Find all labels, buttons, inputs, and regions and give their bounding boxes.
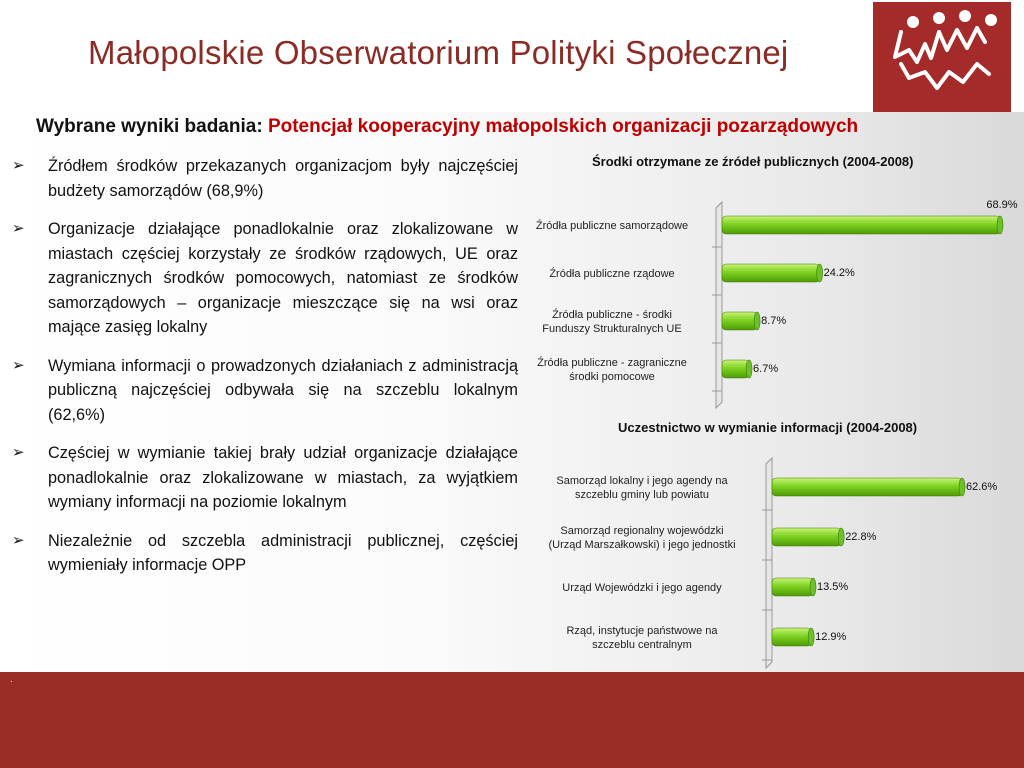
bullet-list [12, 154, 518, 592]
bar-cap [838, 528, 844, 546]
bullet-text: Częściej w wymianie takiej brały udział organizacje działające ponadlokalnie oraz zlokalizowane w miastach, za wyjątkiem wymiany informacji na poziomie lokalnym [48, 444, 518, 511]
category-label: Samorząd lokalny i jego agendy na [556, 475, 728, 487]
value-label: 12.9% [815, 631, 847, 643]
bullet-item [12, 354, 518, 428]
chart-bar [722, 360, 749, 378]
chart-info-exchange [520, 452, 1024, 670]
chart-bar [772, 478, 962, 496]
value-label: 8.7% [761, 315, 787, 327]
category-label: szczeblu gminy lub powiatu [575, 489, 709, 501]
bullet-item [12, 217, 518, 340]
chart-bar [772, 528, 841, 546]
slide-footer [0, 672, 1024, 768]
chart-bar [722, 264, 820, 282]
bar-cap [817, 264, 823, 282]
value-label: 24.2% [823, 267, 855, 279]
chart-bar [772, 578, 813, 596]
bullet-text: Organizacje działające ponadlokalnie oraz zlokalizowane w miastach częściej korzystały ze środków rządowych, UE oraz zagranicznych środków pomocowych, natomiast ze środków samorządowych – organizacje mieszczące się na wsi oraz mające zasięg lokalny [48, 220, 518, 336]
footer-dot: . [10, 674, 13, 685]
value-label: 6.7% [753, 363, 779, 375]
bullet-text: Wymiana informacji o prowadzonych działaniach z administracją publiczną najczęściej odbywała się na szczeblu lokalnym (62,6%) [48, 356, 518, 424]
bullet-text: Źródłem środków przekazanych organizacjom były najczęściej budżety samorządów (68,9%) [48, 157, 518, 200]
arrow-bullet-icon: ➢ [12, 356, 25, 374]
arrow-bullet-icon: ➢ [12, 531, 25, 549]
category-label: Urząd Wojewódzki i jego agendy [562, 582, 722, 594]
chart-bar [722, 312, 757, 330]
chart1-title: Środki otrzymane ze źródeł publicznych (2004-2008) [592, 154, 914, 169]
org-title: Małopolskie Obserwatorium Polityki Społecznej [88, 34, 789, 71]
arrow-bullet-icon: ➢ [12, 157, 25, 174]
category-label: (Urząd Marszałkowski) i jego jednostki [548, 539, 736, 551]
category-label: szczeblu centralnym [592, 639, 692, 651]
mops-logo-icon [873, 2, 1011, 112]
bullet-item [12, 154, 518, 203]
bar-cap [810, 578, 816, 596]
subtitle-prefix: Wybrane wyniki badania: [36, 116, 263, 137]
value-label: 62.6% [966, 481, 998, 493]
subtitle-main: Potencjał kooperacyjny małopolskich organizacji pozarządowych [267, 116, 859, 137]
arrow-bullet-icon: ➢ [12, 444, 25, 461]
category-label: Źródła publiczne - środki [552, 309, 672, 321]
value-label: 68.9% [986, 199, 1018, 211]
bullet-text: Niezależnie od szczebla administracji publicznej, częściej wymieniały informacje OPP [48, 531, 518, 574]
value-label: 13.5% [816, 581, 849, 593]
category-label: Rząd, instytucje państwowe na [566, 625, 718, 637]
bar-cap [746, 360, 752, 378]
value-label: 22.8% [845, 531, 877, 543]
chart-public-funds [520, 196, 1024, 408]
arrow-bullet-icon: ➢ [12, 220, 25, 237]
bar-cap [754, 312, 760, 330]
category-label: Źródła publiczne - zagraniczne [537, 357, 687, 369]
category-label: środki pomocowe [569, 371, 655, 383]
bar-cap [997, 216, 1003, 234]
category-label: Samorząd regionalny wojewódzki [560, 525, 724, 537]
bullet-item [12, 529, 518, 578]
chart-bar [772, 628, 811, 646]
slide-subtitle [36, 116, 858, 138]
bar-cap [808, 628, 814, 646]
slide-header [0, 0, 1024, 112]
category-label: Źródła publiczne samorządowe [535, 220, 689, 232]
chart-axis [766, 458, 772, 668]
chart-axis [716, 202, 722, 408]
chart2-title: Uczestnictwo w wymianie informacji (2004-2008) [618, 420, 918, 435]
chart-bar [722, 216, 1000, 234]
category-label: Funduszy Strukturalnych UE [542, 323, 682, 335]
bullet-item [12, 441, 518, 515]
category-label: Źródła publiczne rządowe [549, 268, 675, 280]
bar-cap [959, 478, 965, 496]
